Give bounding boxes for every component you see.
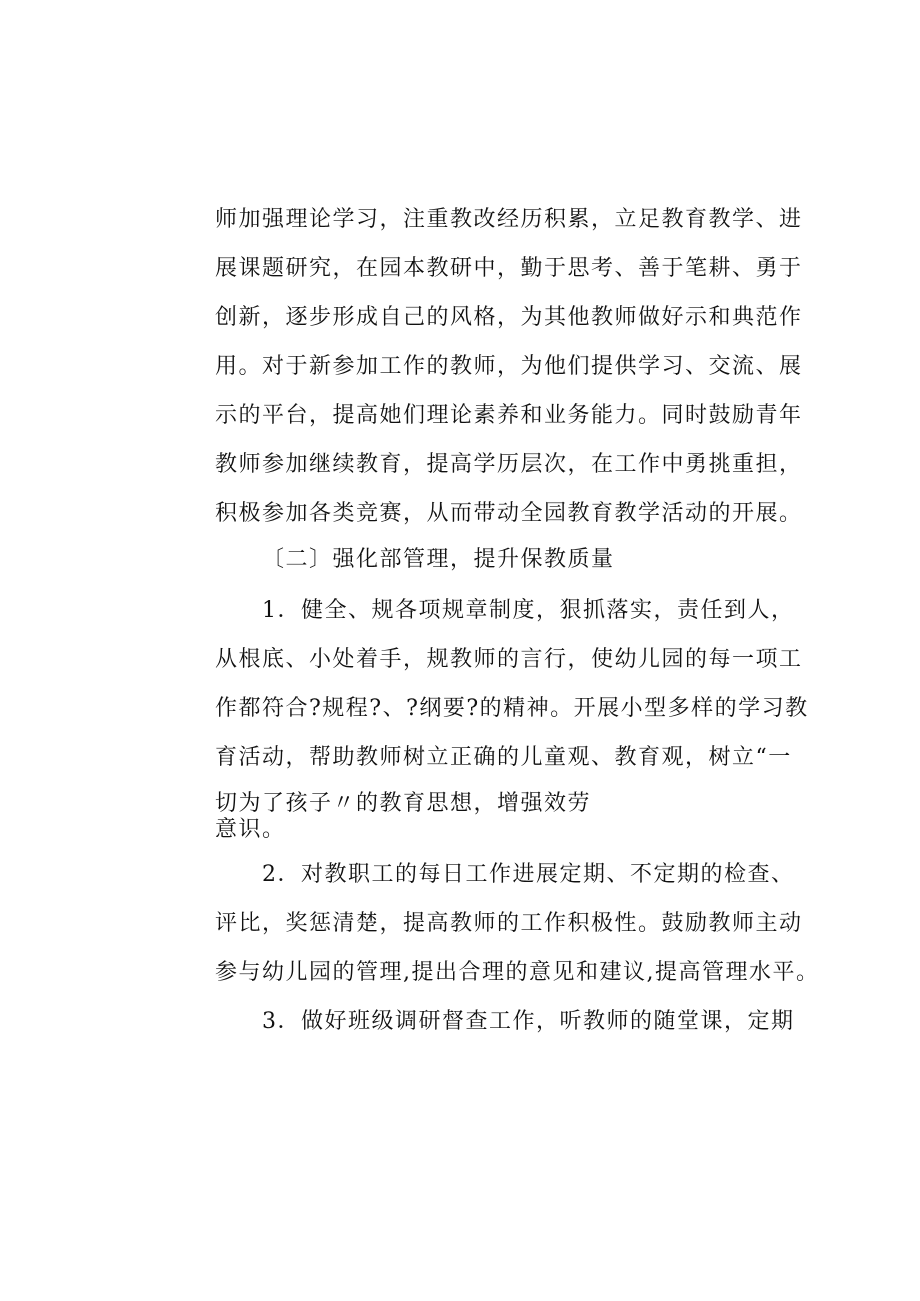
paragraph-line: 用。对于新参加工作的教师，为他们提供学习、交流、展 [215,354,803,379]
paragraph-line: 示的平台，提高她们理论素养和业务能力。同时鼓励青年 [215,403,803,428]
paragraph-line: 作都符合?规程?、?纲要?的精神。开展小型多样的学习教 [215,696,809,721]
paragraph-line: 积极参加各类竞赛，从而带动全园教育教学活动的开展。 [215,501,803,526]
section-heading: 〔二〕强化部管理，提升保教质量 [262,547,615,572]
paragraph-line: 评比，奖惩清楚，提高教师的工作积极性。鼓励教师主动 [215,911,803,936]
paragraph-line: 教师参加继续教育，提高学历层次，在工作中勇挑重担， [215,452,803,477]
paragraph-line: 参与幼儿园的管理,提出合理的意见和建议,提高管理水平。 [215,960,820,985]
paragraph-line: 育活动，帮助教师树立正确的儿童观、教育观，树立“一 [215,745,792,770]
paragraph-line: 2．对教职工的每日工作进展定期、不定期的检查、 [262,862,795,887]
paragraph-line: 师加强理论学习，注重教改经历积累，立足教育教学、进 [215,207,803,232]
paragraph-line: 3．做好班级调研督查工作，听教师的随堂课，定期 [262,1009,795,1034]
paragraph-line: 从根底、小处着手，规教师的言行，使幼儿园的每一项工 [215,647,803,672]
paragraph-line: 意识。 [215,817,286,842]
paragraph-line: 1．健全、规各项规章制度，狠抓落实，责任到人， [262,598,795,623]
paragraph-line: 展课题研究，在园本教研中，勤于思考、善于笔耕、勇于 [215,256,803,281]
paragraph-line: 切为了孩子〃的教育思想，增强效劳 [215,791,592,816]
paragraph-line: 创新，逐步形成自己的风格，为其他教师做好示和典范作 [215,305,803,330]
